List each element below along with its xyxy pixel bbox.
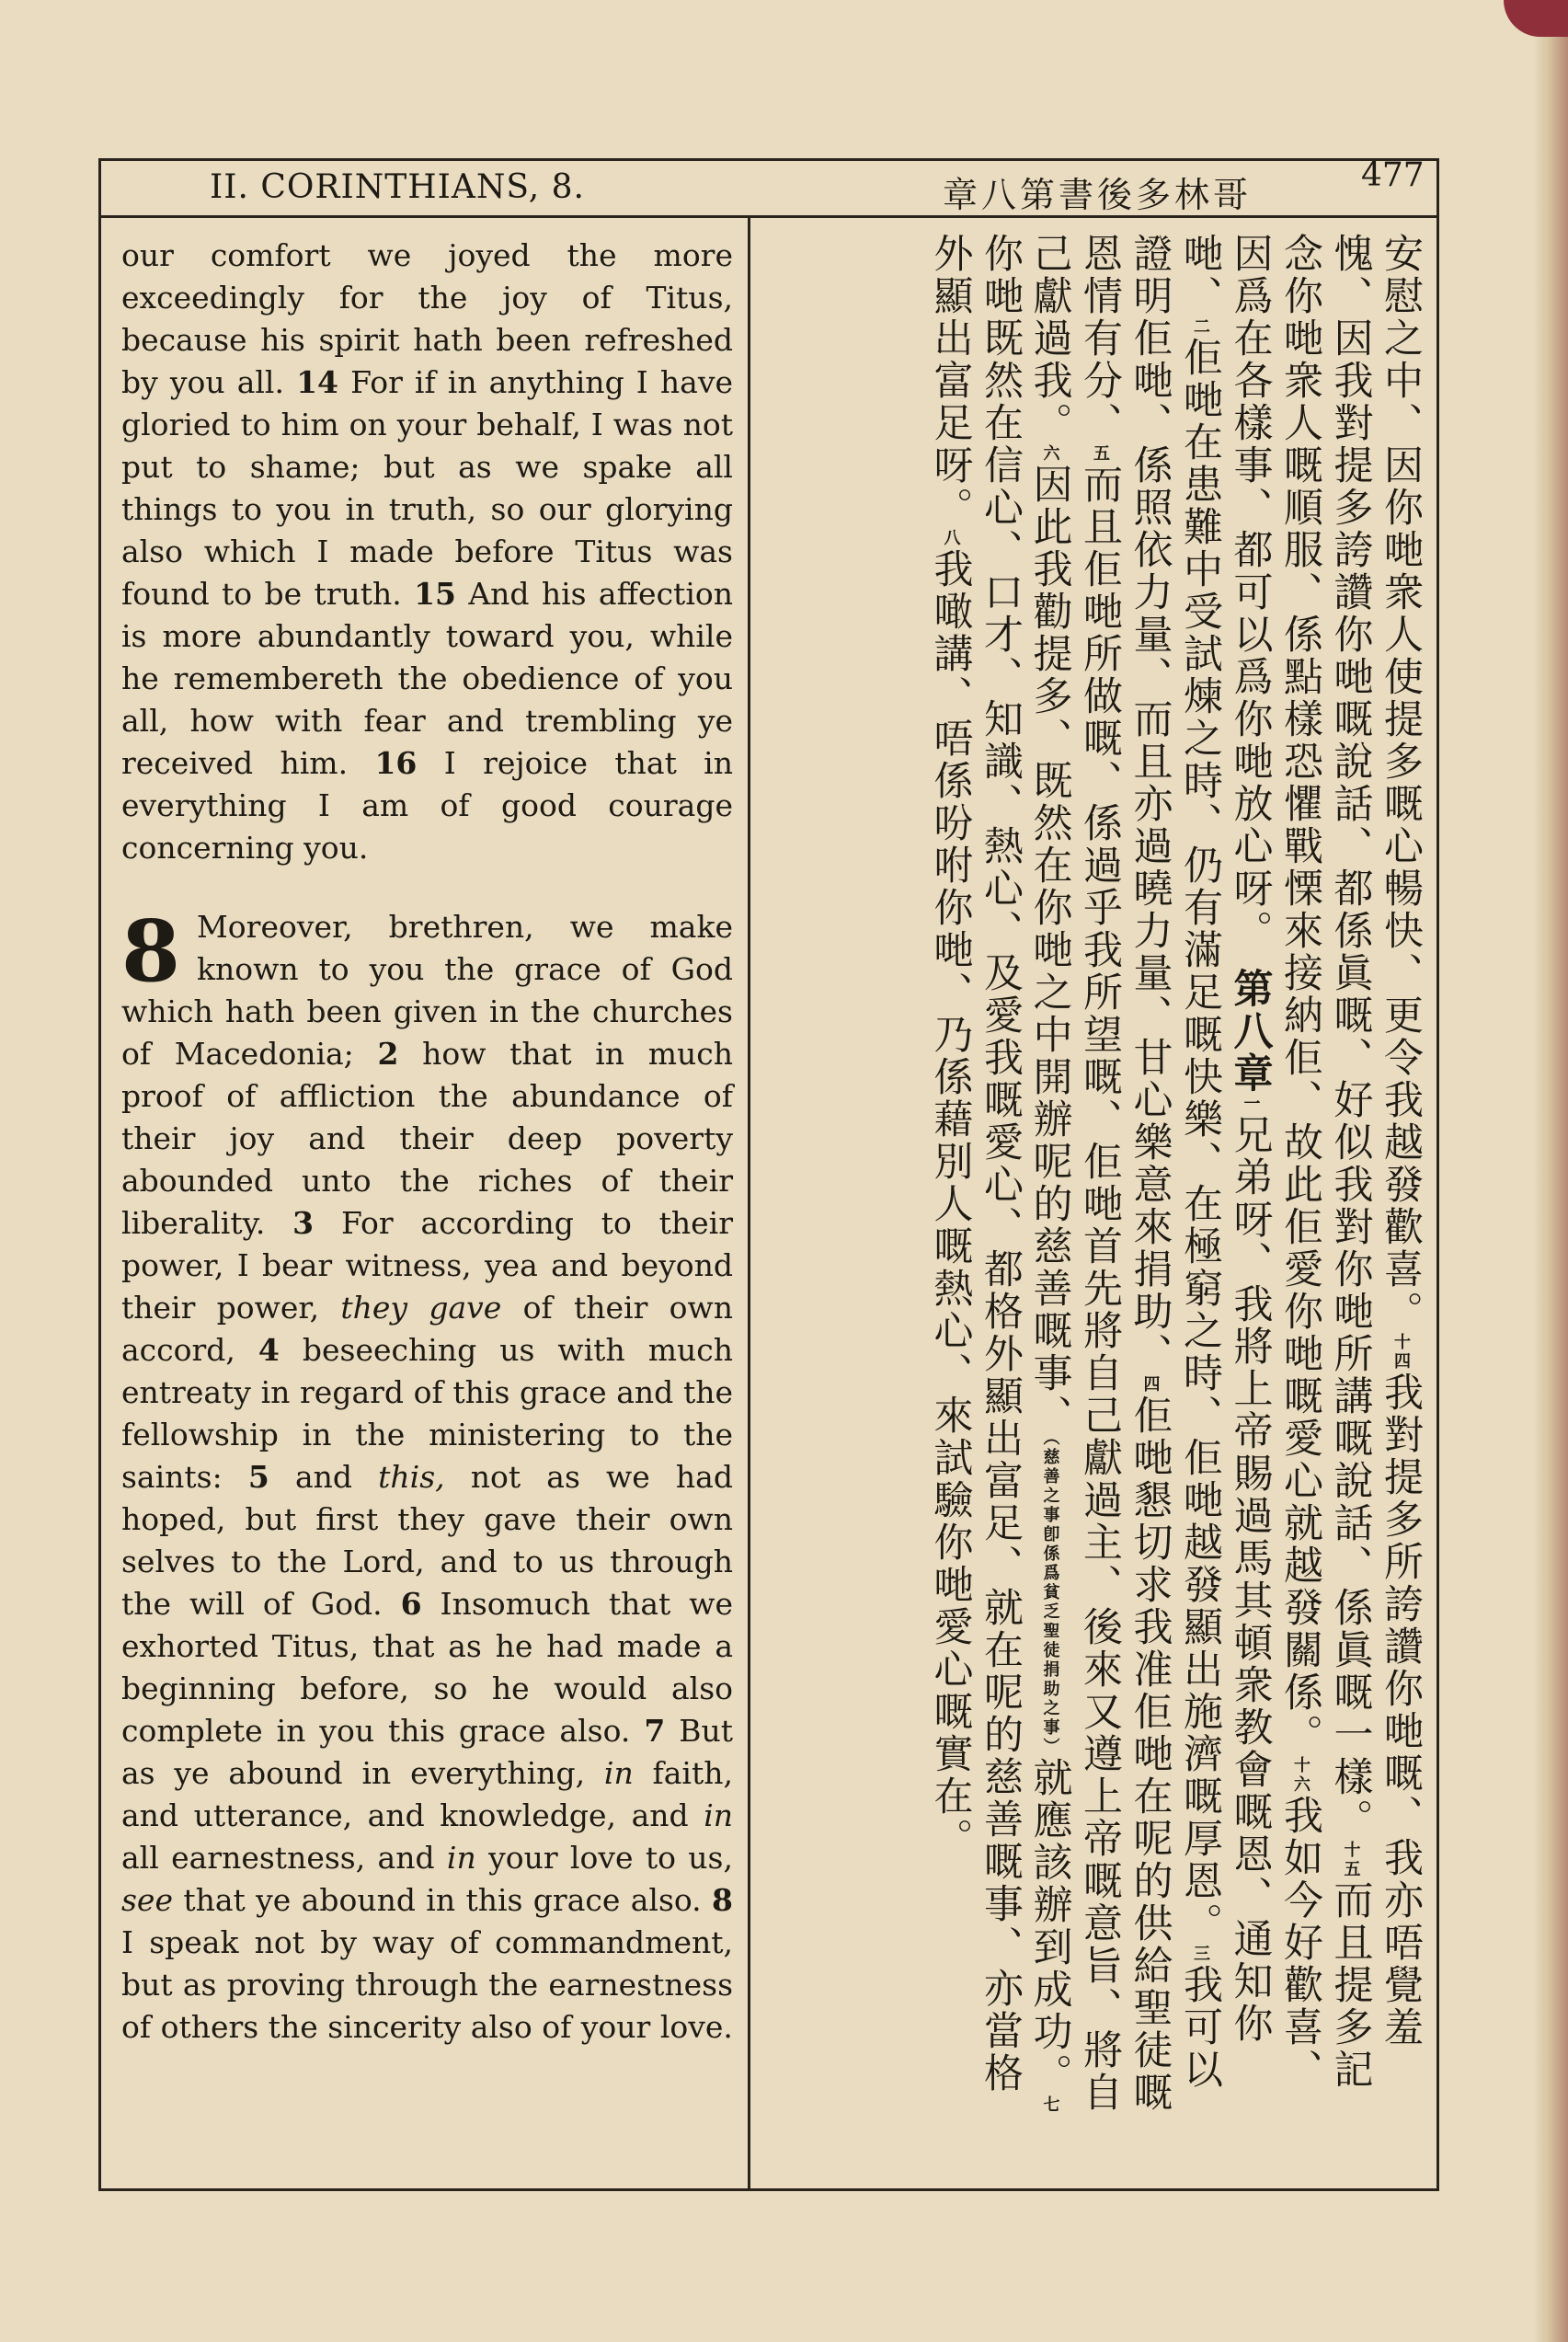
verse-14: For if in anything I have gloried to him on your behalf, I was not put to shame; but as we spake all things to you in truth, so our glorying also which I made before Titus was found to be truth. <box>121 364 733 612</box>
chinese-column <box>765 233 1425 2128</box>
chinese-verse-6: 因此我勸提多、既然在你哋之中開辦呢的慈善嘅事、 <box>1026 464 1073 1437</box>
chinese-verse-2: 佢哋在患難中受試煉之時、仍有滿足嘅快樂、在極窮之時、佢哋越發顯出施濟嘅厚恩。 <box>1177 337 1223 1945</box>
verse-5-part: not as we had hoped, but first they gave their own selves to the Lord, and to us through the will of God. <box>121 1459 733 1622</box>
verse-number: 15 <box>414 576 457 612</box>
verse-number: 8 <box>712 1882 733 1918</box>
verse-7-part: all earnestness, and <box>121 1840 435 1876</box>
running-header <box>101 161 1436 218</box>
chinese-verse-8: 我噉講、唔係吩咐你哋、乃係藉別人嘅熱心、來試驗你哋愛心嘅實在。 <box>927 548 974 1860</box>
chinese-verse-15: 而且提多記念你哋衆人嘅順服、係點樣恐懼戰慄來接納佢、故此佢愛你哋嘅愛心就越發關係。 <box>1277 233 1374 2091</box>
chinese-verse-3: 我可以證明佢哋、係照依力量、而且亦過曉力量、甘心樂意來捐助、 <box>1127 233 1223 2091</box>
header-chinese-title: 章八第書後多林哥 <box>943 175 1253 215</box>
chinese-verse-4: 佢哋懇切求我准佢哋在呢的供給聖徒嘅恩情有分、 <box>1077 233 1173 2114</box>
chapter-number: 8 <box>121 901 181 1001</box>
verse-number: 14 <box>296 364 339 400</box>
chinese-footnote: （慈善之事卽係爲貧乏聖徒捐助之事） <box>1040 1437 1060 1757</box>
chinese-verse-number: 十六 <box>1291 1756 1310 1795</box>
verse-3-italic: they gave <box>340 1290 502 1326</box>
verse-8: I speak not by way of commandment, but as proving through the earnestness of others the sincerity also of your love. <box>121 1924 733 2045</box>
verse-13-continuation: our comfort we joyed the more exceedingly for the joy of Titus, because his spirit hath been refreshed by you all. <box>121 237 733 400</box>
verse-number: 16 <box>374 745 418 781</box>
chinese-verse-5: 而且佢哋所做嘅、係過乎我所望嘅、佢哋首先將自己獻過主、後來又遵上帝嘅意旨、將自己獻過我。 <box>1026 233 1123 2114</box>
verse-3-part: For according to their power, I bear witness, yea and beyond their power, <box>121 1205 733 1326</box>
chinese-verse-number: 八 <box>941 529 961 548</box>
verse-7-italic: in <box>446 1840 476 1876</box>
verse-1: Moreover, brethren, we make known to you the grace of God which hath been given in the churches of Macedonia; <box>121 909 733 1072</box>
verse-number: 2 <box>377 1036 399 1072</box>
verse-number: 5 <box>247 1459 269 1495</box>
english-column <box>121 235 733 2049</box>
verse-7-part: But as ye abound in everything, <box>121 1713 733 1791</box>
verse-number: 3 <box>292 1205 315 1241</box>
verse-7-italic: see <box>121 1882 173 1918</box>
verse-7-part: your love to us, <box>488 1840 733 1876</box>
chinese-verse-number: 五 <box>1091 444 1110 464</box>
verse-5-italic: this, <box>378 1459 445 1495</box>
chinese-verse-number: 七 <box>1040 2095 1060 2115</box>
english-paragraph-ch7 <box>121 235 733 869</box>
verse-number: 6 <box>400 1586 422 1622</box>
chinese-verse-number: 六 <box>1040 444 1060 464</box>
verse-7-part: faith, and utterance, and knowledge, and <box>121 1755 733 1833</box>
column-divider <box>748 218 750 2191</box>
page-corner <box>1504 0 1568 37</box>
chinese-verse-14: 我對提多所誇讚你哋嘅、我亦唔覺羞愧、因我對提多誇讚你哋嘅說話、都係眞嘅、好似我對你哋所講嘅說話、係眞嘅一樣。 <box>1327 233 1424 2049</box>
chinese-verse-number: 十四 <box>1391 1333 1411 1372</box>
page-edge <box>1533 0 1568 2342</box>
verse-2: how that in much proof of affliction the abundance of their joy and their deep poverty abounded unto the riches of their liberality. <box>121 1036 734 1241</box>
english-paragraph-ch8 <box>121 901 734 2049</box>
verse-7-italic: in <box>603 1755 634 1791</box>
header-english-title: II. CORINTHIANS, 8. <box>210 168 585 206</box>
chinese-verse-number: 三 <box>1191 1945 1210 1964</box>
chinese-chapter-label: 第八章 <box>1227 967 1274 1095</box>
chinese-verse-6b: 就應該辦到成功。 <box>1026 1757 1073 2095</box>
verse-number: 7 <box>644 1713 666 1749</box>
page-number: 477 <box>1361 156 1425 194</box>
verse-15: And his affection is more abundantly toward you, while he remembereth the obedience of you all, how with fear and trembling ye received him. <box>121 576 733 781</box>
chinese-verse-number: 一 <box>1241 1094 1261 1114</box>
verse-6: Insomuch that we exhorted Titus, that as he had made a beginning before, so he would also complete in you this grace also. <box>121 1586 733 1749</box>
chinese-verse-1: 兄弟呀、我將上帝賜過馬其頓衆教會嘅恩、通知你哋、 <box>1177 233 1274 2045</box>
verse-7-italic: in <box>704 1797 733 1833</box>
chinese-verse-number: 四 <box>1140 1375 1161 1395</box>
verse-number: 4 <box>258 1332 280 1368</box>
page-frame <box>98 158 1439 2191</box>
chinese-verse-number: 十五 <box>1341 1841 1361 1879</box>
chinese-verse-13-continuation: 安慰之中、因你哋衆人使提多嘅心暢快、更令我越發歡喜。 <box>1378 233 1424 1333</box>
chinese-verse-16: 我如今好歡喜、因爲在各樣事、都可以爲你哋放心呀。 <box>1227 233 1323 2091</box>
chinese-verse-number: 二 <box>1191 317 1210 337</box>
verse-5-part: and <box>294 1459 353 1495</box>
chinese-ch8-text <box>928 233 1274 2115</box>
verse-7-part: that ye abound in this grace also. <box>183 1882 702 1918</box>
chinese-verse-7: 你哋既然在信心、口才、知識、熱心、及愛我嘅愛心、都格外顯出富足、就在呢的慈善嘅事、亦當格外顯出富足呀。 <box>927 233 1024 2095</box>
verse-16: I rejoice that in everything I am of good courage concerning you. <box>121 745 733 866</box>
verse-3-part: of their own accord, <box>121 1290 733 1368</box>
verse-4: beseeching us with much entreaty in regard of this grace and the fellowship in the ministering to the saints: <box>121 1332 733 1495</box>
